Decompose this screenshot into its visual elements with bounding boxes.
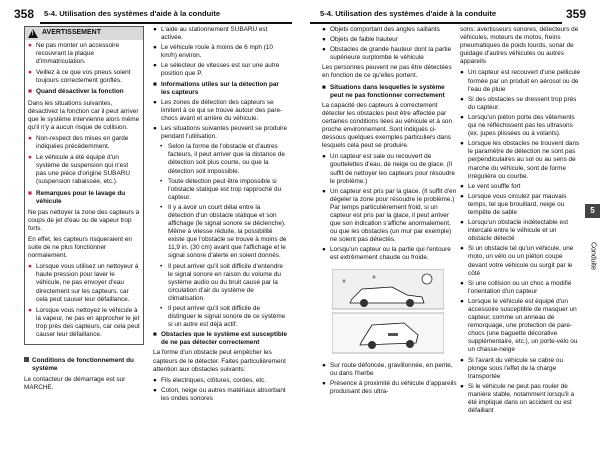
sub-item: • Il y a avoir un court délai entre la détection d'un obstacle statique et son affichage (le signal sonore se déclenche). Même à vitesse réduite, la possibilité existe que l'obstacle se trouve à moins de 11,9 in. (30 cm) avant que l'affichage et le signal sonore d'alerte en soient donnés. (160, 203, 287, 260)
warning-item: ● Ne pas monter un accessoire recouvrant la plaque d'immatriculation. (28, 42, 120, 66)
bullet-icon: ● (322, 361, 326, 369)
header-rule-right (310, 22, 562, 24)
bullet-icon: ● (460, 95, 464, 103)
paragraph: Les personnes peuvent ne pas être détectées en fonction de ce qu'elles portent. (322, 64, 452, 80)
list-item: ● Les zones de détection des capteurs se limitent à ce qui se trouve autour des pare-chocs avant et arrière du véhicule. (153, 98, 283, 122)
list-item: ● Si une collision ou un choc a modifié l'orientation d'un capteur (460, 279, 572, 295)
bullet-icon: ● (460, 297, 464, 305)
warning-title: AVERTISSEMENT (42, 29, 101, 37)
list-item: ● Si des obstacles se dressent trop près du capteur. (460, 95, 577, 111)
wheel-icon (406, 299, 414, 307)
header-rule-left (40, 22, 292, 24)
section-icon: ■ (153, 331, 157, 339)
sub-item: • Selon la forme de l'obstacle et d'autres facteurs, il peut arriver que la distance de détection soit plus courte, ou que la détection soit impossible. (160, 143, 285, 175)
wheel-icon (360, 299, 368, 307)
bullet-icon: ● (153, 386, 157, 394)
bullet-icon: ● (322, 153, 326, 161)
left-column-1 (24, 26, 144, 395)
paragraph: Dans les situations suivantes, désactivez la fonction car il peut arriver que le système intervienne alors même qu'il n'y a aucun risque de collision. (28, 99, 140, 131)
warning-item: ● Lorsque vous nettoyez le véhicule à la vapeur, ne pas en approcher le jet trop près des capteurs, car cela peut causer leur défaillance. (28, 306, 140, 338)
paragraph: Le contacteur de démarrage est sur MARCHE. (24, 376, 126, 392)
warning-item: ● Veillez à ce que vos pneus soient toujours correctement gonflés. (28, 69, 131, 85)
list-item: ● Un capteur est pris par la glace. (Il suffit d'en dégeler la zone pour résoudre le problème.) Par temps particulièrement froid, si un capteur est pris par la glace, il peut arriver que son indication s'affiche anormalement, ou que les obstacles (un mur par exemple) ne soient pas détectés. (322, 187, 457, 244)
sub-item: • Il peut arriver qu'il soit difficile d'entendre le signal sonore en raison du volume du système audio ou du bruit causé par la circulation d'air du système de climatisation. (160, 262, 283, 302)
bullet-icon: ● (460, 382, 464, 390)
paragraph: La forme d'un obstacle peut empêcher les capteurs de le détecter. Faites particulièrement attention aux obstacles suivants: (153, 349, 286, 373)
bullet-icon: ● (460, 182, 464, 190)
bullet-icon: ● (460, 219, 464, 227)
bullet-icon: ● (28, 306, 32, 314)
list-item: ● Obstacles de grande hauteur dont la partie supérieure surplombe le véhicule (322, 46, 452, 62)
list-item: ● Un capteur est recouvert d'une pellicule formée par un produit en aérosol ou de l'eau de pluie (460, 69, 581, 93)
list-item: ● Un capteur est sale ou recouvert de gouttelettes d'eau, de neige ou de glace. (Il suffit de nettoyer les capteurs pour résoudre le problème.) (322, 153, 455, 185)
bullet-icon: ● (28, 154, 32, 162)
list-item: ● Le vent souffle fort (460, 182, 521, 190)
bullet-icon: ● (460, 192, 464, 200)
list-item: ● Lorsqu'un obstacle indétectable est intercalé entre le véhicule et un obstacle détecté (460, 219, 568, 243)
sub-item: • Il peut arriver qu'il soit difficile de distinguer le signal sonore de ce système si un autre est déjà actif. (160, 305, 286, 329)
section-icon: ■ (28, 189, 32, 197)
warning-body (25, 40, 143, 344)
list-item: ● Si l'avant du véhicule se cabre ou plonge sous l'effet de la charge transportée (460, 356, 564, 380)
right-column-1 (322, 26, 457, 398)
list-item: ● Si un obstacle tel qu'un véhicule, une moto, un vélo ou un piéton coupe devant votre véhicule ou surgit par le côté (460, 245, 574, 277)
warning-item: ● Lorsque vous utilisez un nettoyeur à haute pression pour laver le véhicule, ne pas envoyer d'eau directement sur les capteurs, car cela peut causer leur défaillance. (28, 263, 139, 303)
bullet-icon: ● (322, 379, 326, 387)
section-heading: ■ Remarques pour le lavage du véhicule (28, 189, 126, 205)
bullet-icon: ● (28, 69, 32, 77)
section-icon (24, 357, 29, 362)
bullet-icon: ● (322, 36, 326, 44)
section-heading: ■ Quand désactiver la fonction (28, 88, 124, 96)
sub-item: • Toute détection peut être impossible si l'obstacle statique est trop rapproché du capteur. (160, 177, 282, 201)
bullet-icon: ● (322, 187, 326, 195)
section-heading: ■ Informations utiles sur la détection par les capteurs (153, 80, 279, 96)
wheel-icon (368, 341, 376, 349)
bullet-icon: ● (460, 113, 464, 121)
section-heading: Conditions de fonctionnement du système (24, 357, 144, 373)
section-icon: ■ (28, 88, 32, 96)
bullet-icon: ● (153, 376, 157, 384)
illustration-sensor-conditions (332, 269, 444, 354)
list-item: ● Coton, neige ou autres matériaux absorbant les ondes sonores (153, 386, 286, 402)
list-item: ● Lorsque le véhicule est équipé d'un accessoire susceptible de masquer un capteur, comme un anneau de remorquage, une protection de pare-chocs (une baguette décorative supplémentaire, etc.), un porte-vélo ou un chasse-neige (460, 297, 578, 354)
bullet-icon: ● (460, 356, 464, 364)
page-number-right: 359 (565, 7, 586, 21)
list-item: ● Le véhicule roule à moins de 6 mph (10 km/h) environ. (153, 44, 273, 60)
bullet-icon: ● (28, 134, 32, 142)
bullet-icon: ● (460, 279, 464, 287)
page-number-left: 358 (14, 7, 35, 21)
bullet-icon: ● (460, 245, 464, 253)
bullet-icon: ● (28, 263, 32, 271)
list-item: ● Objets comportant des angles saillants (322, 26, 440, 33)
list-item: ● Lorsqu'un capteur ou la partie qui l'entoure est extrêmement chaude ou froide. (322, 246, 451, 262)
list-item: ● Sur route défoncée, gravillonnée, en pente, ou dans l'herbe (322, 361, 453, 377)
list-item: ● Si le véhicule ne peut pas rouler de manière stable, notamment lorsqu'il a été impliqué dans un accident ou est défaillant (460, 382, 575, 415)
chapter-tab-label: Conduite (589, 241, 596, 271)
list-item: ● Le sélecteur de vitesses est sur une autre position que P. (153, 62, 280, 78)
wheel-icon (406, 340, 414, 348)
bullet-icon: ● (28, 42, 32, 49)
section-heading: ■ Obstacles que le système est susceptible de ne pas détecter correctement (153, 331, 288, 347)
list-item: ● Fils électriques, clôtures, cordes, etc. (153, 376, 267, 384)
bullet-icon: ● (153, 125, 157, 133)
list-item: ● Objets de faible hauteur (322, 36, 398, 44)
bullet-icon: ● (322, 46, 326, 54)
sensor-icon (388, 333, 398, 336)
chapter-tab[interactable]: 5 (585, 204, 600, 218)
paragraph: La capacité des capteurs à correctement détecter les obstacles peut être affectée par certaines conditions liées au véhicule et à son proche environnement. Sont indiqués ci-dessous quelques exemples particuliers dans lesquels cela peut se produire. (322, 101, 453, 150)
list-item: ● Présence à proximité du véhicule d'appareils produisant des ultra- (322, 379, 457, 395)
section-icon: ■ (153, 80, 157, 88)
bullet-icon: ● (153, 26, 157, 33)
bullet-icon: ● (322, 26, 326, 33)
warning-icon: ! (28, 29, 38, 38)
list-item: ● Lorsque les obstacles ne trouvent dans le paramètre de détection ne sont pas perpendiculaires au sol ou au sens de marche du véhicule, sont de forme irrégulière ou courbe. (460, 140, 580, 180)
bullet-icon: ● (153, 44, 157, 52)
warning-item: ● Le véhicule a été équipé d'un système de suspension qui n'est pas une pièce d'origine SUBARU (suspension rabaissée, etc.). (28, 154, 130, 186)
chapter-title-left: 5-4. Utilisation des systèmes d'aide à la conduite (44, 9, 221, 18)
bullet-icon: ● (153, 62, 157, 70)
paragraph: Ne pas nettoyer la zone des capteurs à coups de jet d'eau ou de vapeur trop forts. (28, 208, 140, 232)
paragraph: En effet, les capteurs risqueraient en suite de ne plus fonctionner normalement. (28, 235, 132, 260)
sun-icon (422, 274, 432, 284)
list-item: ● Lorsqu'un piéton porte des vêtements qui ne réfléchissent pas les ultrasons (ex. jupes plissées ou à volants). (460, 113, 575, 138)
warning-box (24, 26, 144, 345)
warning-header (25, 27, 143, 40)
bullet-icon: ● (460, 140, 464, 148)
list-item: ● Les situations suivantes peuvent se produire pendant l'utilisation. (153, 125, 288, 141)
list-item: ● L'aide au stationnement SUBARU est activée. (153, 26, 268, 42)
bullet-icon: ● (153, 98, 157, 106)
warning-item: ● Non-respect des mises en garde indiquées précédemment. (28, 134, 129, 151)
right-column-2 (460, 26, 582, 417)
right-page (300, 0, 600, 450)
bullet-icon: ● (460, 69, 464, 77)
section-icon: ■ (322, 83, 326, 91)
section-heading: ■ Situations dans lesquelles le système peut ne pas fonctionner correctement (322, 83, 445, 99)
paragraph: sons: avertisseurs sonores, détecteurs de véhicules, moteurs de motos, freins pneumatiques de poids lourds, sonar de guidage d'autres véhicules ou autres appareils (460, 26, 579, 66)
list-item: ● Lorsque vous circulez par mauvais temps, tel que brouillard, neige ou tempête de sable (460, 192, 567, 216)
chapter-title-right: 5-4. Utilisation des systèmes d'aide à la conduite (320, 9, 497, 18)
left-column-2 (153, 26, 288, 405)
bullet-icon: ● (322, 246, 326, 254)
